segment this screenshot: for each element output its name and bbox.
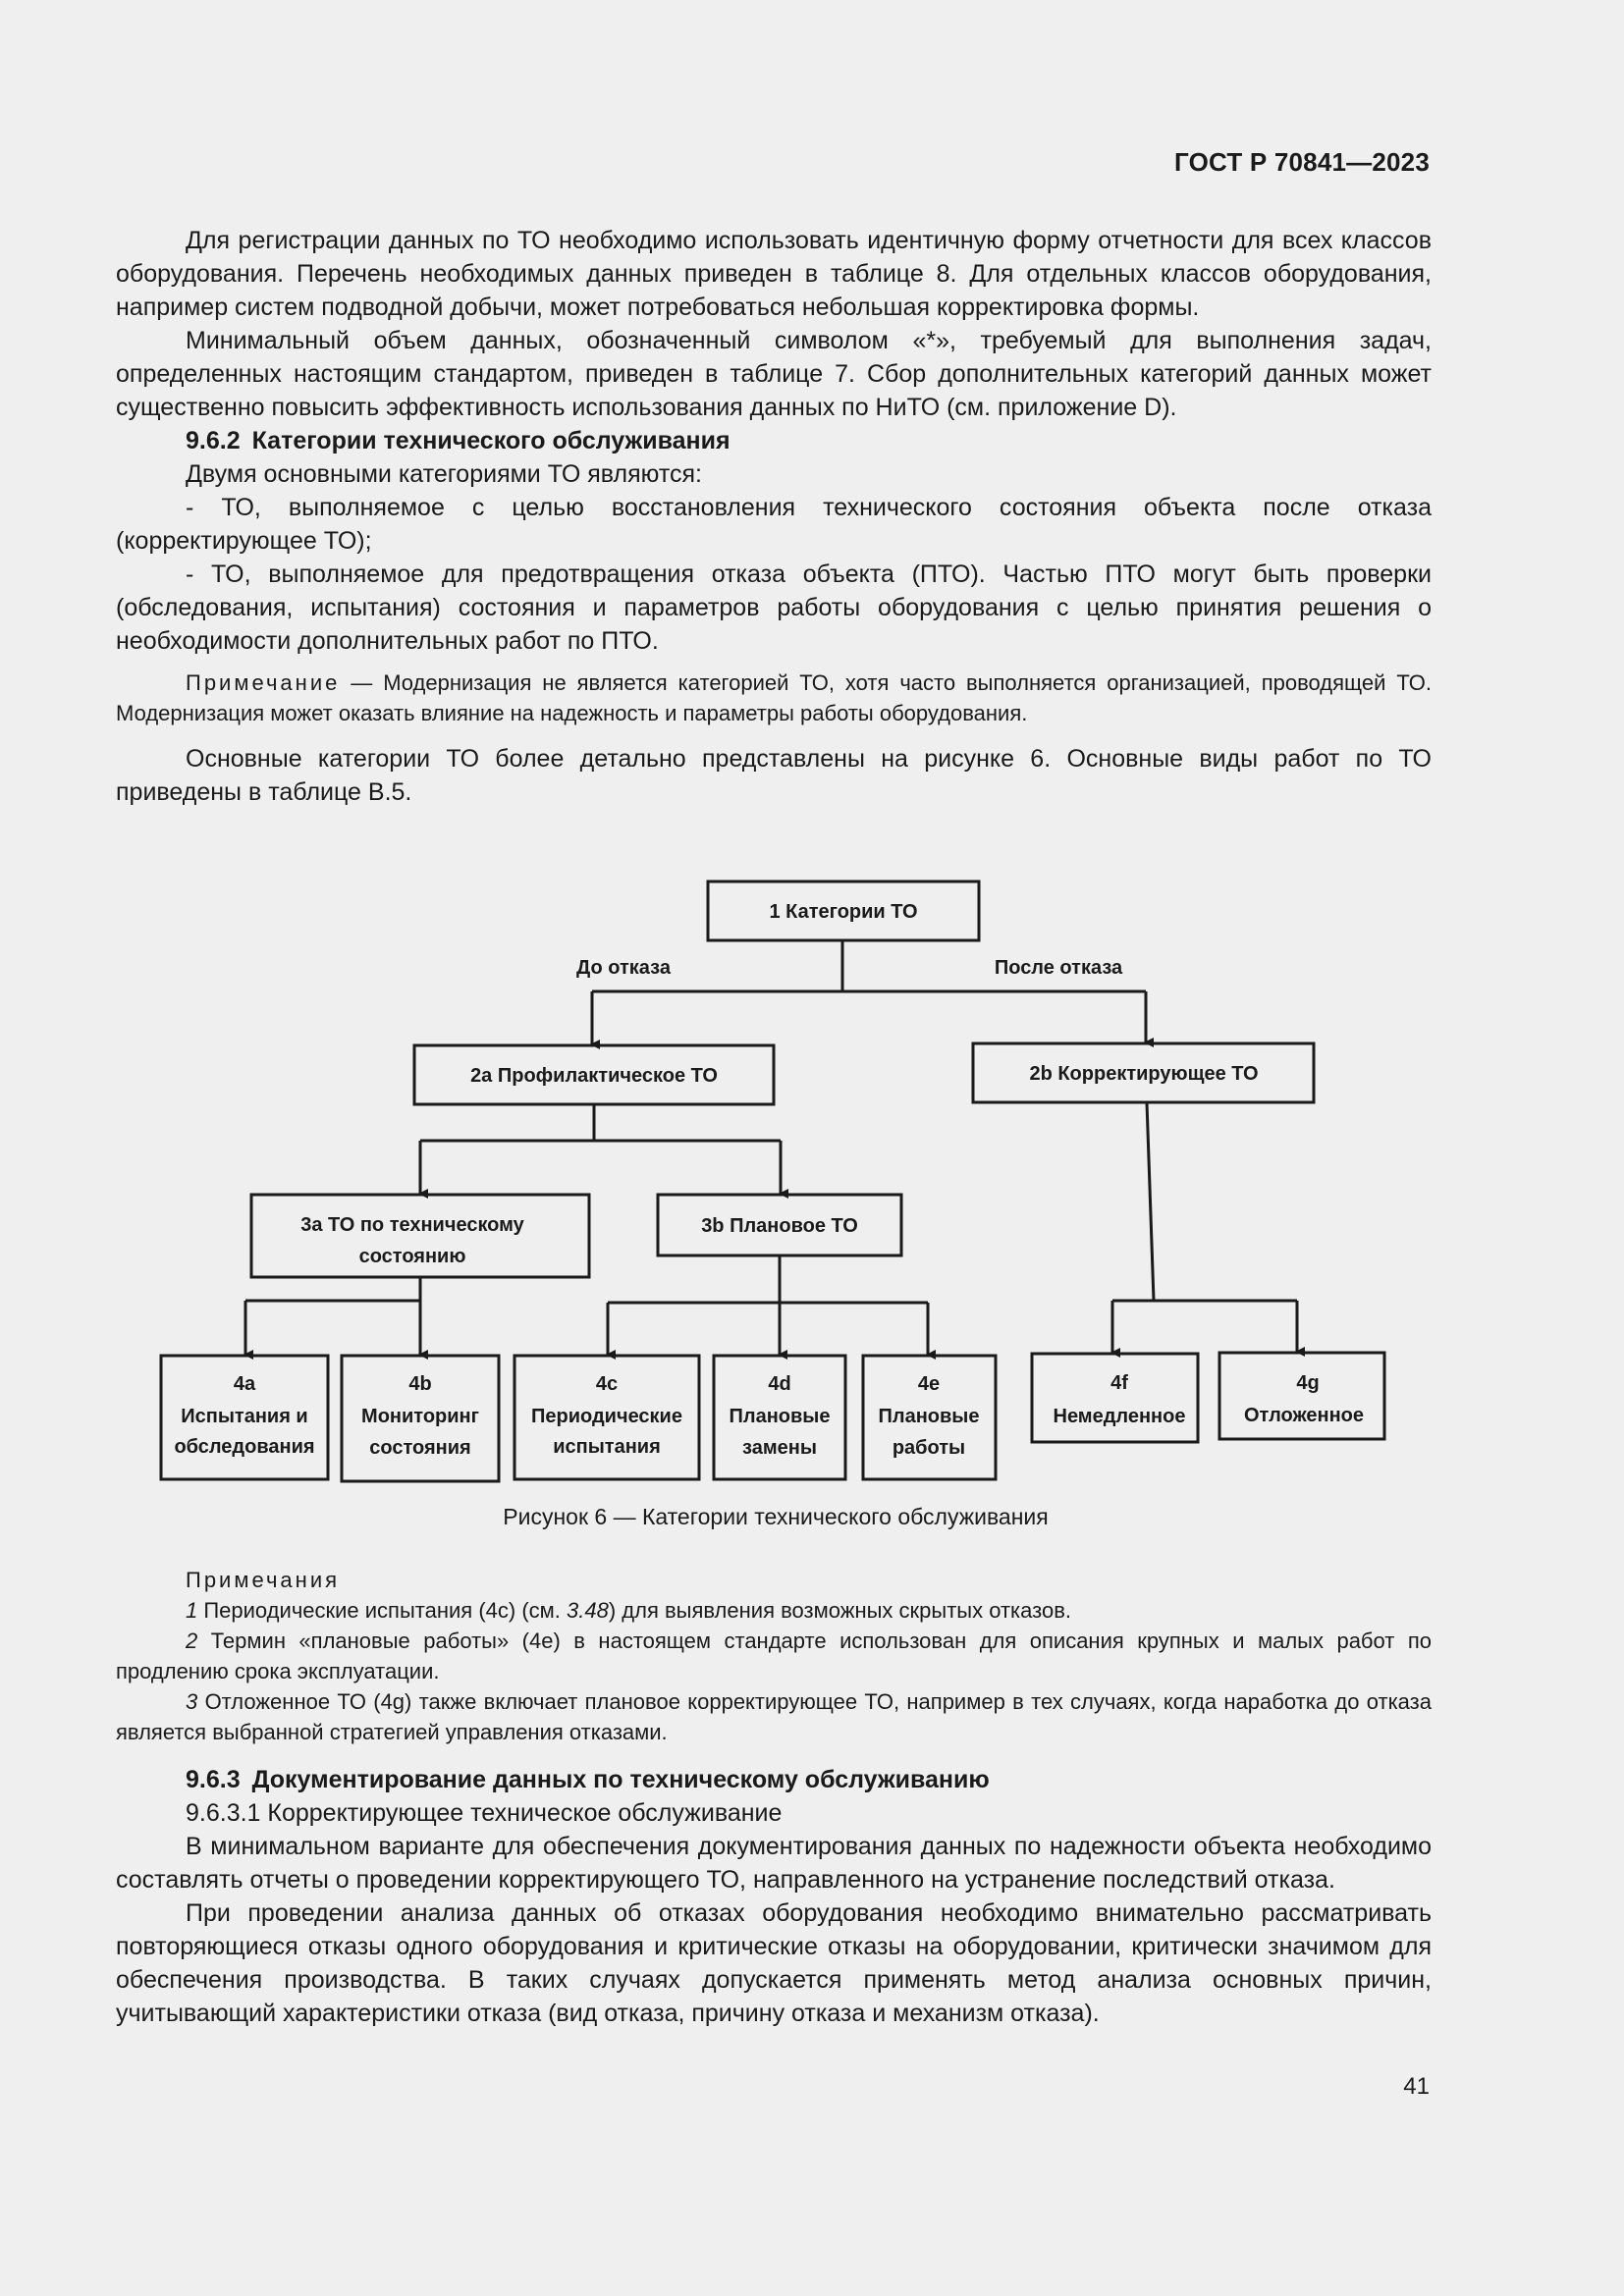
paragraph-1: Для регистрации данных по ТО необходимо использовать идентичную форму отчетности для всех классов оборудования. Перечень необходимых данных приведен в таблице 8. Для отдельных классов оборудования, например систем подводной добычи, может потребоваться небольшая корректировка формы.	[116, 227, 1432, 321]
text-block-bottom	[116, 1763, 1432, 2030]
node-4f-line1: Немедленное	[1053, 1406, 1186, 1427]
note-text: — Модернизация не является категорией ТО, хотя часто выполняется организацией, проводящей ТО. Модернизация может оказать влияние на надежность и параметры работы оборудования.	[116, 670, 1432, 725]
node-4c-line2: испытания	[553, 1436, 661, 1458]
paragraph-4: Основные категории ТО более детально представлены на рисунке 6. Основные виды работ по ТО приведены в таблице В.5.	[116, 745, 1432, 806]
node-3a-label-line1: 3a ТО по техническому	[300, 1214, 524, 1236]
node-4d-code: 4d	[768, 1373, 791, 1395]
bullet-1: - ТО, выполняемое с целью восстановления технического состояния объекта после отказа (корректирующее ТО);	[116, 494, 1432, 555]
branch-label-after-failure: После отказа	[994, 957, 1123, 979]
figure-notes	[116, 1565, 1432, 1747]
branch-label-before-failure: До отказа	[576, 957, 671, 979]
note-item-2: 2 Термин «плановые работы» (4e) в настоящем стандарте использован для описания крупных и малых работ по продлению срока эксплуатации.	[116, 1629, 1432, 1683]
node-4c-code: 4c	[595, 1373, 619, 1395]
node-root-label: 1 Категории ТО	[769, 901, 918, 923]
node-4a-line2: обследования	[174, 1436, 315, 1458]
section-9-6-3-heading	[116, 1763, 1432, 1796]
note-item-1: 1 Периодические испытания (4c) (см. 3.48) для выявления возможных скрытых отказов.	[186, 1598, 1071, 1623]
paragraph-5: В минимальном варианте для обеспечения документирования данных по надежности объекта необходимо составлять отчеты о проведении корректирующего ТО, направленного на устранение последствий отказа.	[116, 1833, 1432, 1894]
paragraph-3: Двумя основными категориями ТО являются:	[186, 460, 702, 488]
node-4g-line1: Отложенное	[1243, 1405, 1365, 1426]
node-4e-line2: работы	[892, 1437, 966, 1459]
document-header: ГОСТ Р 70841—2023	[1174, 147, 1430, 177]
paragraph-6: При проведении анализа данных об отказах оборудования необходимо внимательно рассматривать повторяющиеся отказы одного оборудования и критические отказы на оборудовании, критически значимом для обеспечения производства. В таких случаях допускается применять метод анализа основных причин, учитывающий характеристики отказа (вид отказа, причину отказа и механизм отказа).	[116, 1899, 1432, 2027]
node-4e-line1: Плановые	[878, 1406, 980, 1427]
node-4d-line1: Плановые	[729, 1406, 831, 1427]
note-label: Примечание	[186, 670, 341, 695]
page-number: 41	[1403, 2073, 1430, 2100]
node-4b-code: 4b	[408, 1373, 432, 1395]
connector	[1147, 1102, 1154, 1301]
node-4g-code: 4g	[1296, 1372, 1320, 1394]
note-item-3: 3 Отложенное ТО (4g) также включает плановое корректирующее ТО, например в тех случаях, когда наработка до отказа является выбранной стратегией управления отказами.	[116, 1689, 1432, 1744]
node-4b-line1: Мониторинг	[361, 1406, 479, 1427]
bullet-2: - ТО, выполняемое для предотвращения отказа объекта (ПТО). Частью ПТО могут быть проверки (обследования, испытания) состояния и параметров работы оборудования с целью принятия решения о необходимости дополнительных работ по ПТО.	[116, 561, 1432, 655]
node-4a-code: 4a	[233, 1373, 256, 1395]
section-title: Документирование данных по техническому обслуживанию	[251, 1766, 990, 1793]
figure-caption: Рисунок 6 — Категории технического обслуживания	[503, 1504, 1049, 1529]
node-4c-line1: Периодические	[531, 1406, 682, 1427]
node-3a-label-line2: состоянию	[358, 1246, 466, 1267]
node-2b-label: 2b Корректирующее ТО	[1029, 1063, 1259, 1085]
section-title: Категории технического обслуживания	[251, 427, 731, 454]
node-4e-code: 4e	[917, 1373, 941, 1395]
section-number: 9.6.3	[186, 1766, 241, 1793]
node-4f-code: 4f	[1110, 1372, 1128, 1394]
subsection-9-6-3-1: 9.6.3.1 Корректирующее техническое обслуживание	[186, 1799, 783, 1827]
node-4d-line2: замены	[742, 1437, 817, 1459]
notes-label: Примечания	[186, 1568, 341, 1592]
paragraph-2: Минимальный объем данных, обозначенный символом «*», требуемый для выполнения задач, определенных настоящим стандартом, приведен в таблице 7. Сбор дополнительных категорий данных может существенно повысить эффективность использования данных по НиТО (см. приложение D).	[116, 327, 1432, 421]
node-3b-label: 3b Плановое ТО	[701, 1215, 858, 1237]
section-number: 9.6.2	[186, 427, 241, 454]
node-2a-label: 2a Профилактическое ТО	[470, 1065, 718, 1087]
node-4a-line1: Испытания и	[181, 1406, 308, 1427]
cross-reference: 3.48	[567, 1598, 609, 1623]
node-4b-line2: состояния	[369, 1437, 471, 1459]
node-4f	[1032, 1354, 1198, 1442]
